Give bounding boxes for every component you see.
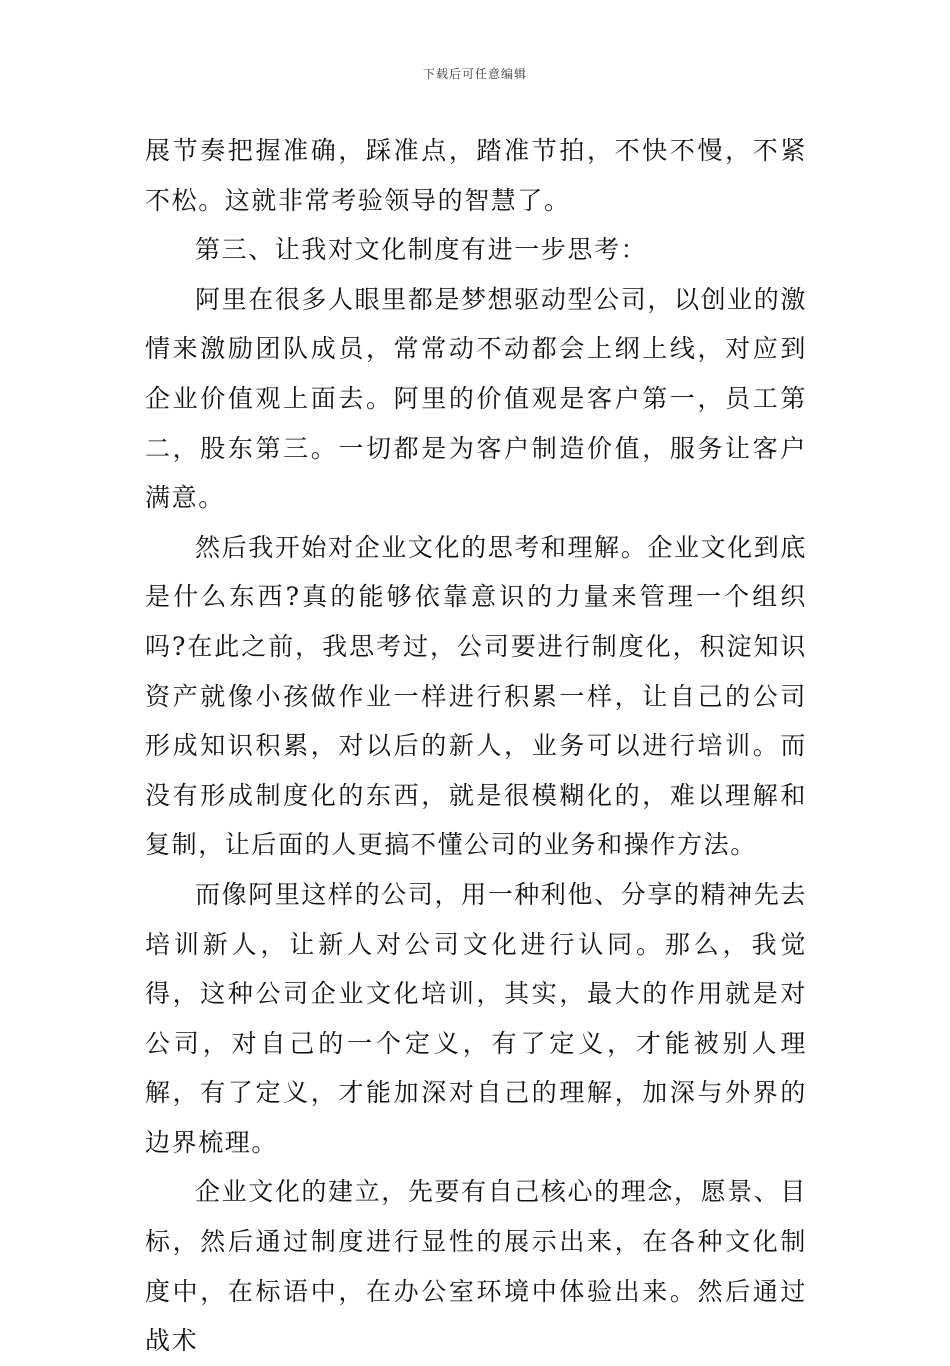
paragraph-continued: 展节奏把握准确，踩准点，踏准节拍，不快不慢，不紧不松。这就非常考验领导的智慧了。	[145, 136, 807, 215]
page-header: 下载后可任意编辑	[422, 67, 527, 81]
paragraph-alibaba-values: 阿里在很多人眼里都是梦想驱动型公司，以创业的激情来激励团队成员，常常动不动都会上纲上线，对应到企业价值观上面去。阿里的价值观是客户第一，员工第二，股东第三。一切都是为客户制造价值，服务让客户满意。	[145, 284, 807, 513]
paragraph-culture-building: 企业文化的建立，先要有自己核心的理念，愿景、目标，然后通过制度进行显性的展示出来，在各种文化制度中，在标语中，在办公室环境中体验出来。然后通过战术	[145, 1177, 807, 1356]
document-body	[145, 126, 807, 1366]
paragraph-corporate-culture: 然后我开始对企业文化的思考和理解。企业文化到底是什么东西?真的能够依靠意识的力量来管理一个组织吗?在此之前，我思考过，公司要进行制度化，积淀知识资产就像小孩做作业一样进行积累一样，让自己的公司形成知识积累，对以后的新人，业务可以进行培训。而没有形成制度化的东西，就是很模糊化的，难以理解和复制，让后面的人更搞不懂公司的业务和操作方法。	[145, 532, 807, 860]
paragraph-heading-third: 第三、让我对文化制度有进一步思考：	[195, 235, 648, 265]
paragraph-training: 而像阿里这样的公司，用一种利他、分享的精神先去培训新人，让新人对公司文化进行认同。那么，我觉得，这种公司企业文化培训，其实，最大的作用就是对公司，对自己的一个定义，有了定义，才能被别人理解，有了定义，才能加深对自己的理解，加深与外界的边界梳理。	[145, 879, 807, 1157]
